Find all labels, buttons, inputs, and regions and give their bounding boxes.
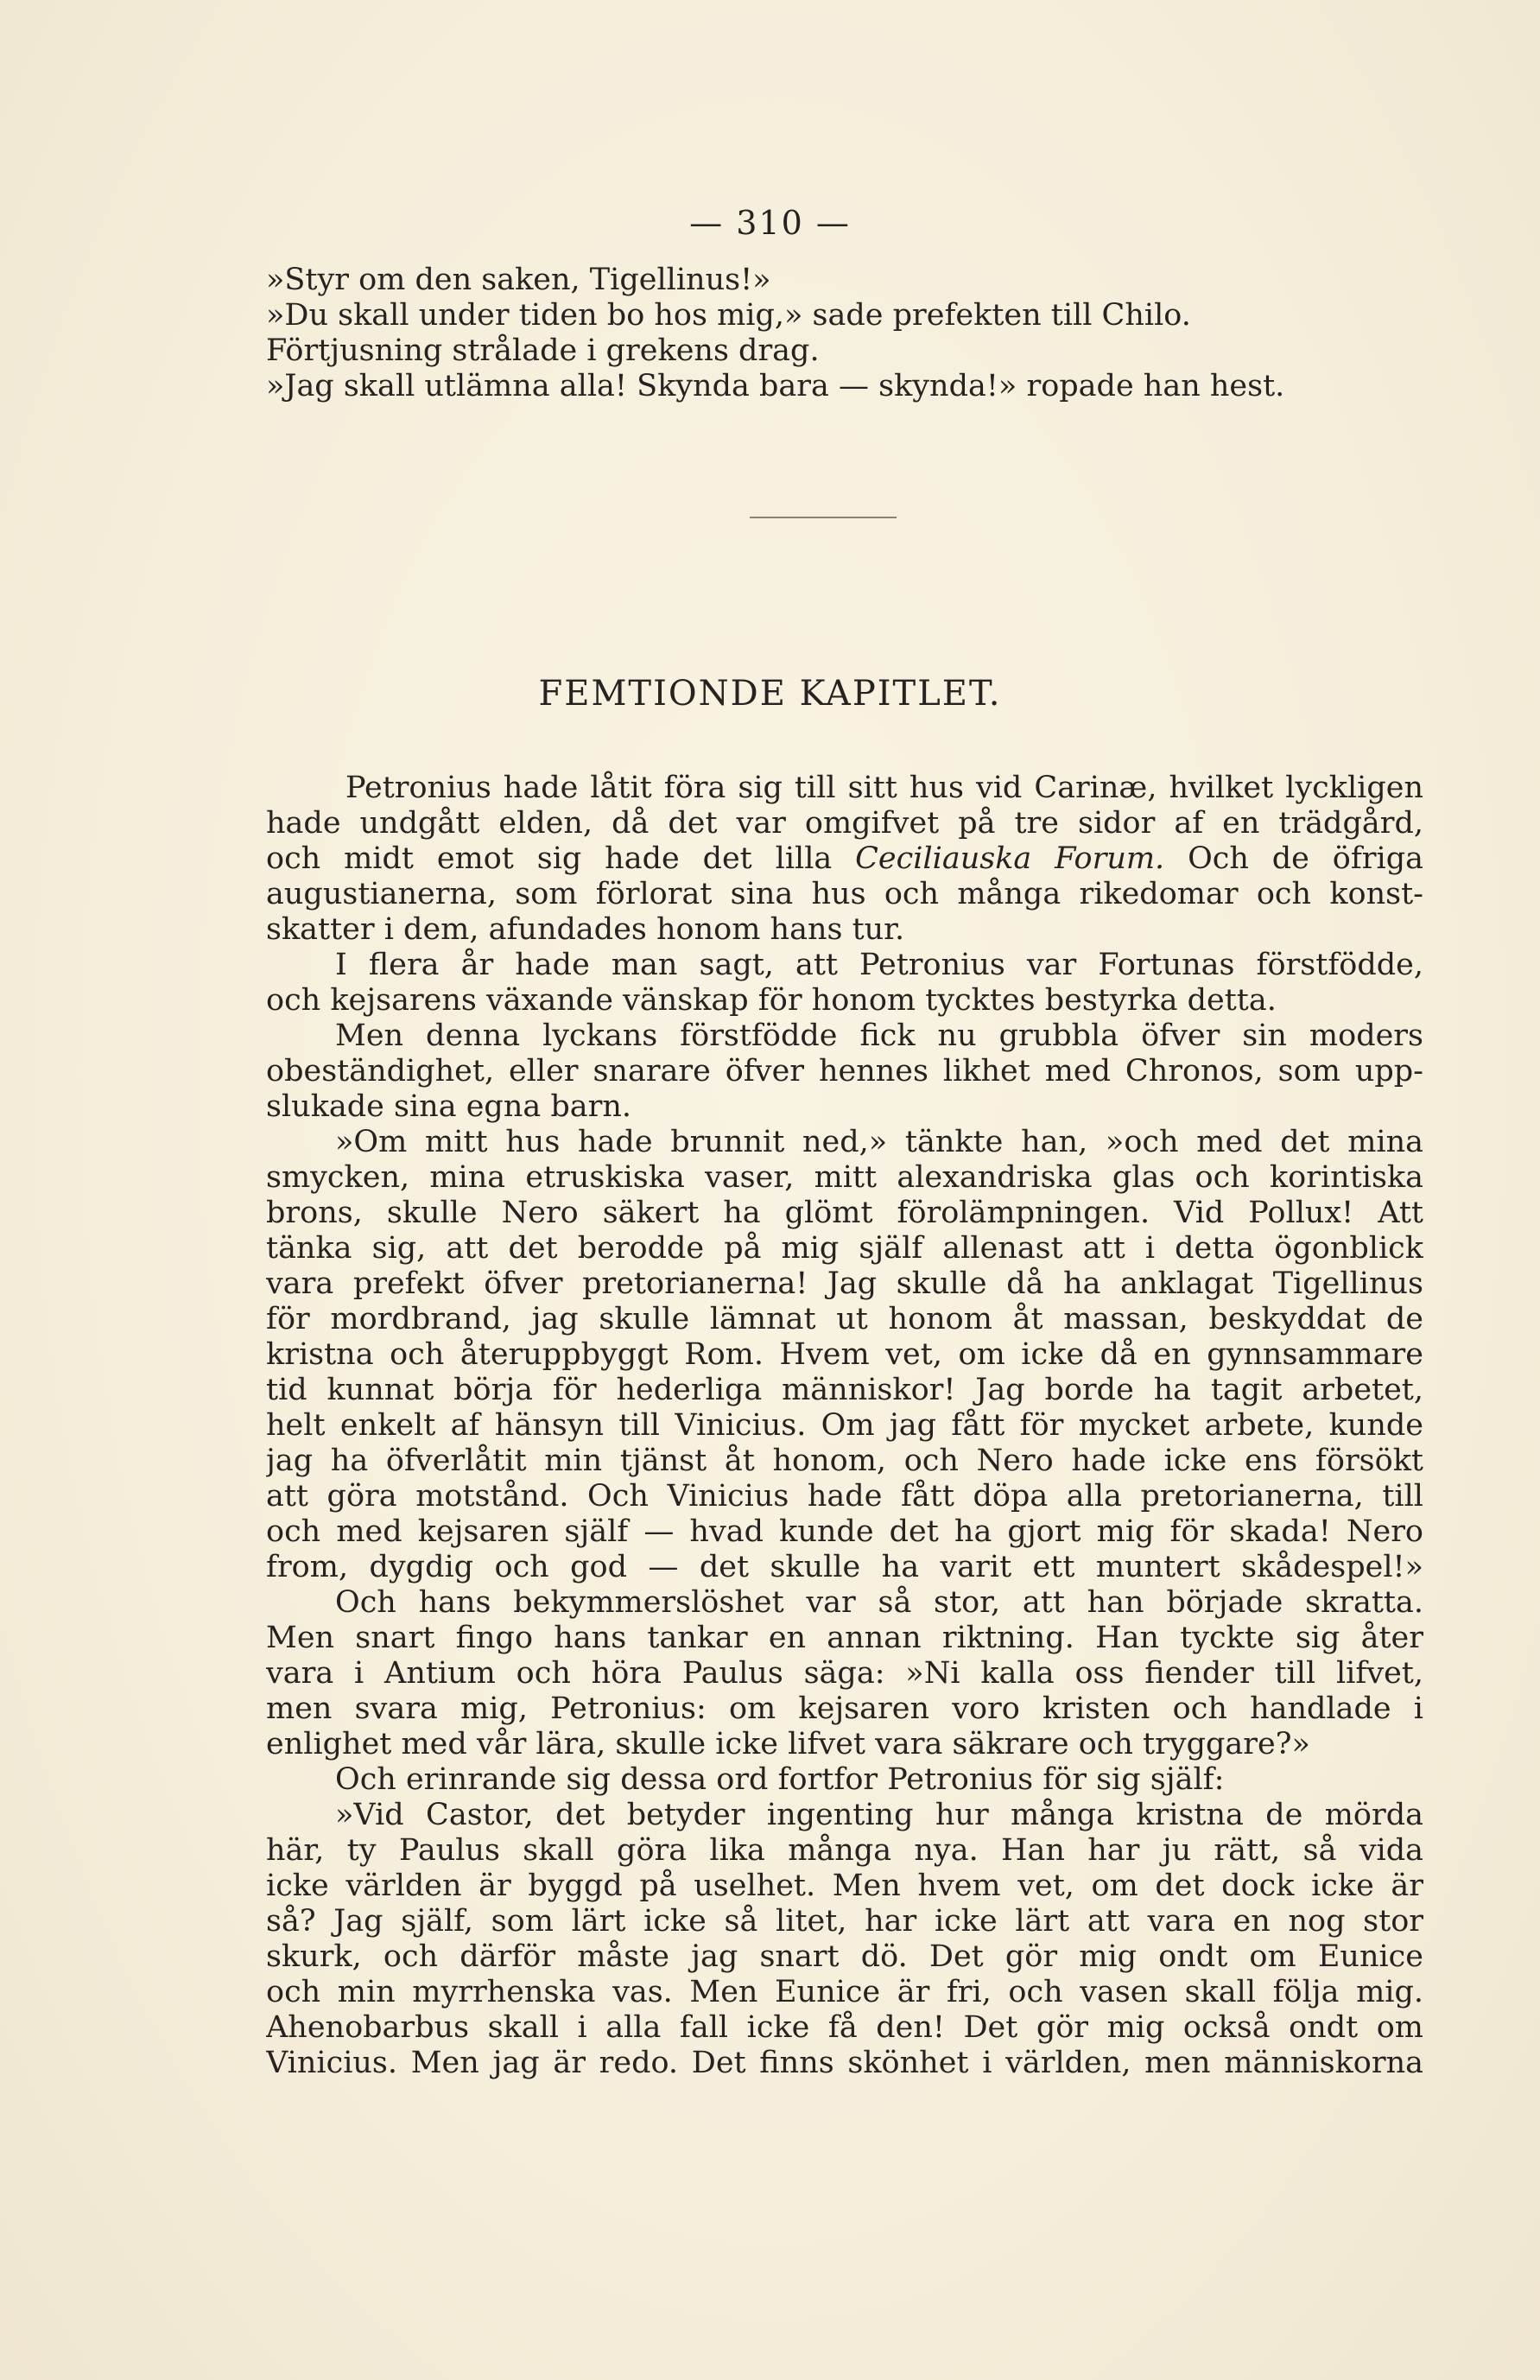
page-number: — 310 —	[689, 204, 851, 242]
text-line: Men denna lyckans förstfödde fick nu grubbla öfver sin moders	[335, 1019, 1423, 1053]
text-line: icke världen är byggd på uselhet. Men hvem vet, om det dock icke är	[266, 1869, 1423, 1903]
text-line: enlighet med vår lära, skulle icke lifvet vara säkrare och tryggare?»	[266, 1727, 1310, 1761]
text-line: »Jag skall utlämna alla! Skynda bara — skynda!» ropade han hest.	[266, 369, 1285, 403]
text-line: Förtjusning strålade i grekens drag.	[266, 333, 820, 368]
text-line: jag ha öfverlåtit min tjänst åt honom, och Nero hade icke ens försökt	[266, 1444, 1423, 1478]
text-line: Ahenobarbus skall i alla fall icke få den! Det gör mig också ondt om	[266, 2010, 1423, 2045]
text-line: hade undgått elden, då det var omgifvet på tre sidor af en trädgård,	[266, 806, 1423, 841]
text-line	[266, 841, 1423, 877]
chapter-title: FEMTIONDE KAPITLET.	[538, 674, 1002, 714]
text-line: men svara mig, Petronius: om kejsaren voro kristen och handlade i	[266, 1691, 1423, 1726]
italic-title: Ceciliauska Forum.	[855, 841, 1165, 876]
text-line: tid kunnat börja för hederliga människor! Jag borde ha tagit arbetet,	[266, 1373, 1423, 1407]
text-line: skurk, och därför måste jag snart dö. Det gör mig ondt om Eunice	[266, 1939, 1423, 1974]
text-line: och min myrrhenska vas. Men Eunice är fri, och vasen skall följa mig.	[266, 1975, 1423, 2009]
text-line: här, ty Paulus skall göra lika många nya. Han har ju rätt, så vida	[266, 1833, 1423, 1868]
text-fragment: och midt emot sig hade det lilla	[266, 841, 856, 876]
text-line: helt enkelt af hänsyn till Vinicius. Om jag fått för mycket arbete, kunde	[266, 1408, 1423, 1443]
text-line: kristna och återuppbyggt Rom. Hvem vet, om icke då en gynnsammare	[266, 1337, 1423, 1372]
text-line: obeständighet, eller snarare öfver hennes likhet med Chronos, som upp-	[266, 1054, 1423, 1088]
text-line: och med kejsaren själf — hvad kunde det ha gjort mig för skada! Nero	[266, 1514, 1423, 1549]
text-line: vara i Antium och höra Paulus säga: »Ni kalla oss fiender till lifvet,	[266, 1656, 1423, 1691]
text-line: Vinicius. Men jag är redo. Det finns skönhet i världen, men människorna	[266, 2046, 1423, 2080]
text-line: slukade sina egna barn.	[266, 1089, 632, 1124]
text-line: brons, skulle Nero säkert ha glömt förolämpningen. Vid Pollux! Att	[266, 1196, 1423, 1230]
text-line: »Vid Castor, det betyder ingenting hur många kristna de mörda	[335, 1798, 1423, 1832]
text-line: from, dygdig och god — det skulle ha varit ett muntert skådespel!»	[266, 1550, 1423, 1584]
text-line: »Du skall under tiden bo hos mig,» sade prefekten till Chilo.	[266, 298, 1191, 333]
text-line: smycken, mina etruskiska vaser, mitt alexandriska glas och korintiska	[266, 1160, 1423, 1195]
text-fragment: Och de öfriga	[1164, 841, 1423, 876]
text-line: Och hans bekymmerslöshet var så stor, att han började skratta.	[335, 1585, 1423, 1620]
text-line: augustianerna, som förlorat sina hus och många rikedomar och konst-	[266, 877, 1423, 911]
text-line: Och erinrande sig dessa ord fortfor Petronius för sig själf:	[335, 1762, 1225, 1797]
text-line: vara prefekt öfver pretorianerna! Jag skulle då ha anklagat Tigellinus	[266, 1266, 1423, 1301]
text-line: I flera år hade man sagt, att Petronius var Fortunas förstfödde,	[335, 948, 1423, 982]
chapter-body	[266, 771, 1423, 2081]
text-line: så? Jag själf, som lärt icke så litet, har icke lärt att vara en nog stor	[266, 1904, 1423, 1939]
text-line: Petronius hade låtit föra sig till sitt hus vid Carinæ, hvilket lyckligen	[345, 771, 1423, 805]
text-line: skatter i dem, afundades honom hans tur.	[266, 912, 905, 947]
text-line: för mordbrand, jag skulle lämnat ut honom åt massan, beskyddat de	[266, 1302, 1423, 1336]
section-divider	[750, 517, 897, 518]
top-dialogue	[266, 263, 1423, 404]
text-line: Men snart fingo hans tankar en annan riktning. Han tyckte sig åter	[266, 1621, 1423, 1655]
text-line: tänka sig, att det berodde på mig själf allenast att i detta ögonblick	[266, 1231, 1423, 1266]
text-line: »Om mitt hus hade brunnit ned,» tänkte han, »och med det mina	[335, 1125, 1423, 1159]
text-line: »Styr om den saken, Tigellinus!»	[266, 263, 771, 297]
text-line: och kejsarens växande vänskap för honom tycktes bestyrka detta.	[266, 983, 1277, 1018]
text-line: att göra motstånd. Och Vinicius hade fått döpa alla pretorianerna, till	[266, 1479, 1423, 1514]
